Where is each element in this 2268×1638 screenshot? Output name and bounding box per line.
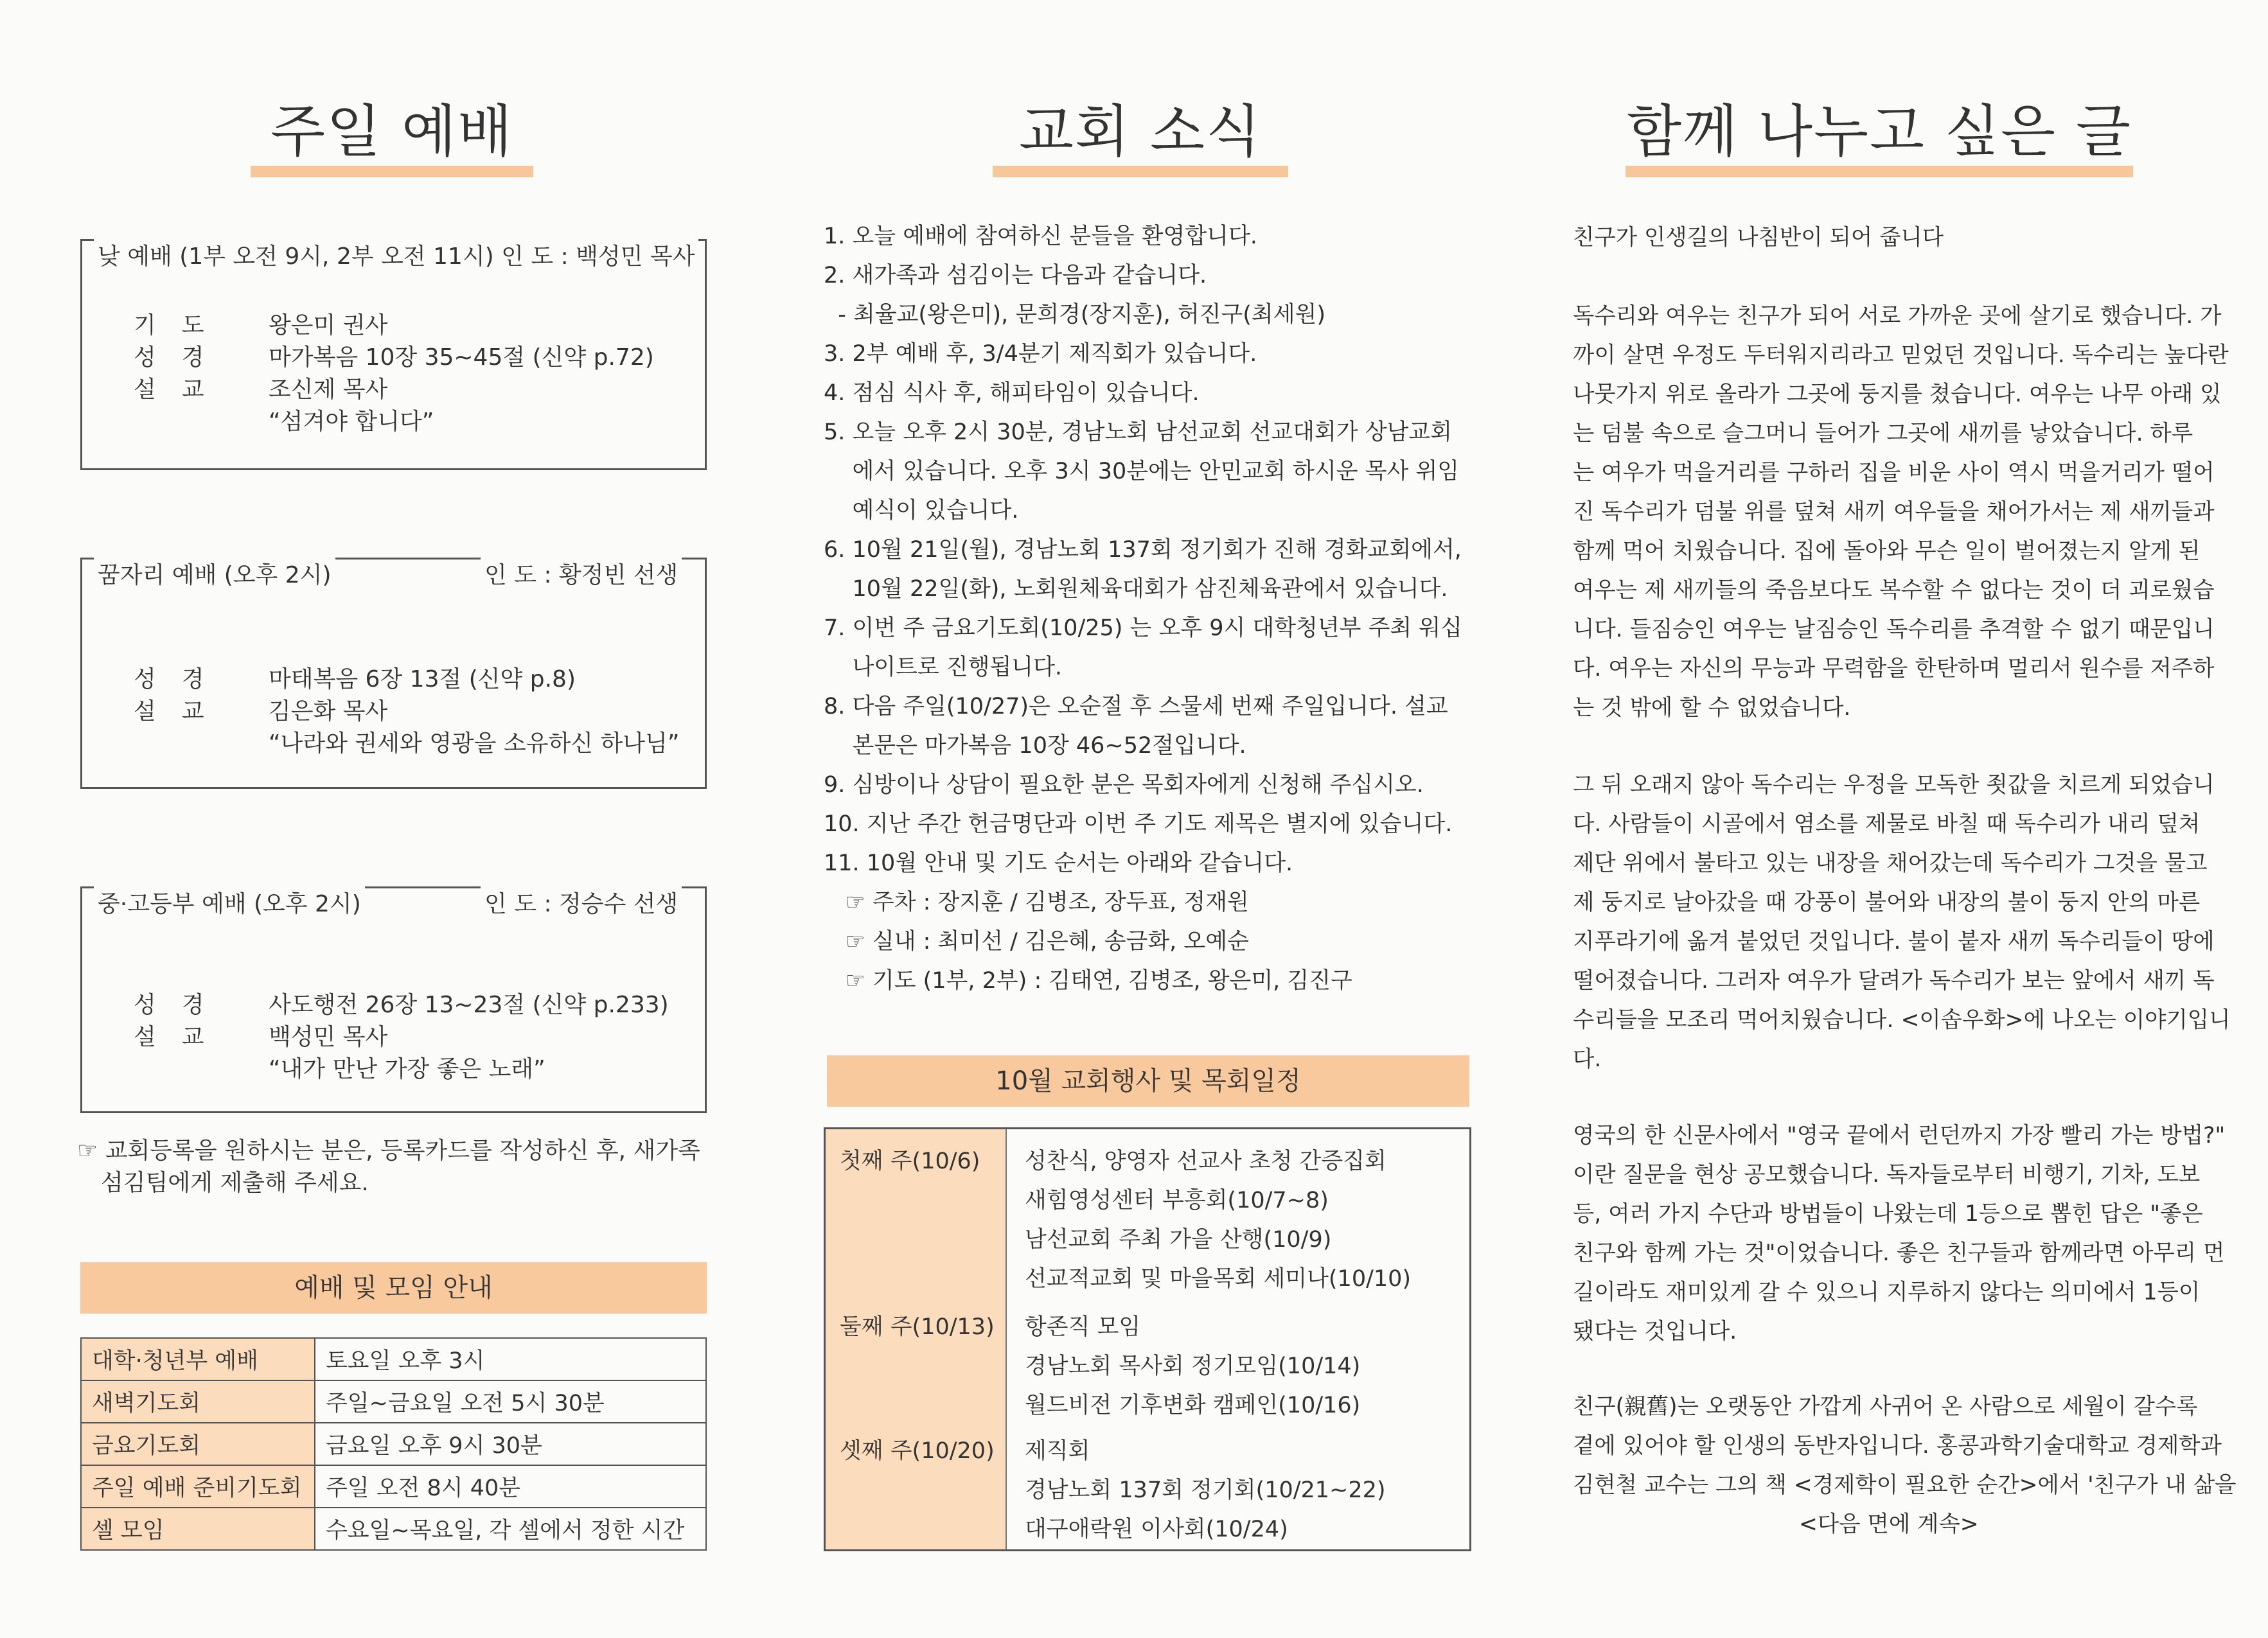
- heading-underline: [993, 166, 1288, 177]
- text-line: 독수리와 여우는 친구가 되어 서로 가까운 곳에 살기로 했습니다. 가: [1573, 303, 2222, 329]
- text-line: 는 것 밖에 할 수 없었습니다.: [1573, 695, 1851, 721]
- value-prayer: 왕은미 권사: [269, 312, 388, 339]
- guide-value: 금요일 오후 9시 30분: [315, 1423, 706, 1465]
- text-line: 니다. 들짐승인 여우는 날짐승인 독수리를 추격할 수 없기 때문입니: [1573, 617, 2215, 642]
- list-item: 2. 새가족과 섬김이는 다음과 같습니다.: [824, 263, 1207, 288]
- table-row: [81, 1423, 706, 1465]
- text-line: 친구와 함께 가는 것"이었습니다. 좋은 친구들과 함께라면 아무리 먼: [1573, 1240, 2225, 1266]
- column-sunday-worship: [77, 0, 707, 1638]
- column-sharing-text: [1568, 0, 2237, 1638]
- list-item: 1. 오늘 예배에 참여하신 분들을 환영합니다.: [824, 224, 1257, 249]
- list-item: 3. 2부 예배 후, 3/4분기 제직회가 있습니다.: [824, 341, 1257, 367]
- table-row: [81, 1465, 706, 1508]
- text-line: 다. 여우는 자신의 무능과 무력함을 한탄하며 멀리서 원수를 저주하: [1573, 656, 2215, 682]
- text-line: 다. 사람들이 시골에서 염소를 제물로 바칠 때 독수리가 내리 덮쳐: [1573, 811, 2201, 837]
- worship-youth-title: 중·고등부 예배 (오후 2시): [94, 886, 365, 919]
- worship-kids-box: [80, 558, 707, 789]
- text-line: 됐다는 것입니다.: [1573, 1319, 1737, 1344]
- text-line: 다.: [1573, 1046, 1602, 1072]
- heading-text: 주일 예배: [270, 98, 513, 164]
- list-item: 본문은 마가복음 10장 46~52절입니다.: [824, 733, 1246, 759]
- list-item: 5. 오늘 오후 2시 30분, 경남노회 남선교회 선교대회가 상남교회: [824, 419, 1452, 445]
- text-line: 친구(親舊)는 오랫동안 가깝게 사귀어 온 사람으로 세월이 갈수록: [1573, 1394, 2198, 1420]
- list-item: 7. 이번 주 금요기도회(10/25) 는 오후 9시 대학청년부 주최 워십: [824, 615, 1462, 641]
- guide-key: 대학·청년부 예배: [81, 1338, 315, 1380]
- text-line: 곁에 있어야 할 인생의 동반자입니다. 홍콩과학기술대학교 경제학과: [1573, 1433, 2222, 1459]
- text-line: 지푸라기에 옮겨 붙었던 것입니다. 불이 붙자 새끼 독수리들이 땅에: [1573, 929, 2215, 955]
- guide-key: 주일 예배 준비기도회: [81, 1465, 315, 1508]
- label-sermon: 설교: [134, 698, 230, 725]
- text-line: 떨어졌습니다. 그러자 여우가 달려가 독수리가 보는 앞에서 새끼 독: [1573, 968, 2215, 994]
- event-item: 선교적교회 및 마을목회 세미나(10/10): [1025, 1266, 1412, 1292]
- text-line: 제 둥지로 날아갔을 때 강풍이 불어와 내장의 불이 둥지 안의 마른: [1573, 890, 2201, 915]
- sermon-title: “나라와 권세와 영광을 소유하신 하나님”: [269, 730, 680, 757]
- text-line: 그 뒤 오래지 않아 독수리는 우정을 모독한 죗값을 치르게 되었습니: [1573, 772, 2215, 798]
- text-line: 함께 먹어 치웠습니다. 집에 돌아와 무슨 일이 벌어졌는지 알게 된: [1573, 538, 2201, 564]
- event-item: 경남노회 137회 정기회(10/21~22): [1025, 1477, 1386, 1503]
- value-scripture: 마태복음 6장 13절 (신약 p.8): [269, 666, 576, 692]
- value-scripture: 사도행전 26장 13~23절 (신약 p.233): [269, 992, 669, 1018]
- table-row: [81, 1338, 706, 1380]
- text-line: 까이 살면 우정도 두터워지리라고 믿었던 것입니다. 독수리는 높다란: [1573, 342, 2229, 368]
- worship-day-box: [80, 239, 707, 470]
- text-line: 는 여우가 먹을거리를 구하러 집을 비운 사이 역시 먹을거리가 떨어: [1573, 460, 2215, 486]
- label-sermon: 설교: [134, 376, 230, 403]
- table-row: [81, 1380, 706, 1423]
- label-sermon: 설교: [134, 1024, 230, 1050]
- heading-underline: [251, 166, 533, 177]
- paragraph-1: [1573, 297, 2229, 728]
- event-item: 항존직 모임: [1025, 1314, 1141, 1340]
- guide-value: 수요일~목요일, 각 셀에서 정한 시간: [315, 1508, 706, 1550]
- week-label: 둘째 주(10/13): [840, 1314, 995, 1340]
- sermon-title: “내가 만난 가장 좋은 노래”: [269, 1056, 545, 1082]
- list-item: 10. 지난 주간 헌금명단과 이번 주 기도 제목은 별지에 있습니다.: [824, 811, 1453, 837]
- list-item: 8. 다음 주일(10/27)은 오순절 후 스물세 번째 주일입니다. 설교: [824, 694, 1448, 719]
- paragraph-4: [1573, 1387, 2237, 1505]
- worship-youth-leader: 인 도 : 정승수 선생: [481, 886, 682, 919]
- guide-value: 주일~금요일 오전 5시 30분: [315, 1380, 706, 1423]
- text-line: 등, 여러 가지 수단과 방법들이 나왔는데 1등으로 뽑힌 답은 "좋은: [1573, 1201, 2203, 1227]
- event-item: 대구애락원 이사회(10/24): [1025, 1517, 1288, 1542]
- list-item: 11. 10월 안내 및 기도 순서는 아래와 같습니다.: [824, 850, 1293, 876]
- section-heading-sharing: [1626, 96, 2133, 177]
- event-item: 성찬식, 양영자 선교사 초청 간증집회: [1025, 1149, 1386, 1174]
- list-item: ☞ 기도 (1부, 2부) : 김태연, 김병조, 왕은미, 김진구: [824, 968, 1352, 994]
- heading-text: 교회 소식: [1018, 98, 1262, 164]
- text-line: 길이라도 재미있게 갈 수 있으니 지루하지 않다는 의미에서 1등이: [1573, 1280, 2201, 1305]
- text-line: 제단 위에서 불타고 있는 내장을 채어갔는데 독수리가 그것을 물고: [1573, 850, 2208, 876]
- worship-kids-title: 꿈자리 예배 (오후 2시): [94, 557, 335, 590]
- guide-key: 금요기도회: [81, 1423, 315, 1465]
- event-item: 새힘영성센터 부흥회(10/7~8): [1025, 1188, 1329, 1213]
- list-item: 6. 10월 21일(월), 경남노회 137회 정기회가 진해 경화교회에서,: [824, 537, 1462, 563]
- guide-value: 토요일 오후 3시: [315, 1338, 706, 1380]
- text-line: 김현철 교수는 그의 책 <경제학이 필요한 순간>에서 '친구가 내 삶을: [1573, 1472, 2237, 1498]
- text-line: 수리들을 모조리 먹어치웠습니다. <이솝우화>에 나오는 이야기입니: [1573, 1007, 2231, 1033]
- registration-note-line1: ☞ 교회등록을 원하시는 분은, 등록카드를 작성하신 후, 새가족: [77, 1138, 700, 1164]
- column-church-news: [816, 0, 1471, 1638]
- continued-note: <다음 면에 계속>: [1799, 1511, 1979, 1537]
- text-line: 나뭇가지 위로 올라가 그곳에 둥지를 쳤습니다. 여우는 나무 아래 있: [1573, 382, 2222, 407]
- guide-key: 새벽기도회: [81, 1380, 315, 1423]
- guide-table: [80, 1337, 707, 1551]
- guide-banner: 예배 및 모임 안내: [80, 1262, 707, 1314]
- value-sermon: 백성민 목사: [269, 1024, 388, 1050]
- text-line: 는 덤불 속으로 슬그머니 들어가 그곳에 새끼를 낳았습니다. 하루: [1573, 421, 2193, 446]
- text-line: 진 독수리가 덤불 위를 덮쳐 새끼 여우들을 채어가서는 제 새끼들과: [1573, 499, 2215, 525]
- value-sermon: 조신제 목사: [269, 376, 388, 403]
- value-scripture: 마가복음 10장 35~45절 (신약 p.72): [269, 344, 654, 371]
- list-item: 예식이 있습니다.: [824, 498, 1019, 524]
- list-item: 10월 22일(화), 노회원체육대회가 삼진체육관에서 있습니다.: [824, 576, 1448, 602]
- worship-kids-leader: 인 도 : 황정빈 선생: [481, 557, 682, 590]
- list-item: ☞ 실내 : 최미선 / 김은혜, 송금화, 오예순: [824, 929, 1249, 955]
- worship-day-title: 낮 예배 (1부 오전 9시, 2부 오전 11시) 인 도 : 백성민 목사: [94, 238, 698, 271]
- guide-value: 주일 오전 8시 40분: [315, 1465, 706, 1508]
- sermon-title: “섬겨야 합니다”: [269, 409, 434, 435]
- list-item: 9. 심방이나 상담이 필요한 분은 목회자에게 신청해 주십시오.: [824, 772, 1424, 798]
- paragraph-3: [1573, 1116, 2226, 1352]
- events-banner: 10월 교회행사 및 목회일정: [827, 1055, 1469, 1107]
- text-line: 영국의 한 신문사에서 "영국 끝에서 런던까지 가장 빨리 가는 방법?": [1573, 1123, 2226, 1149]
- paragraph-2: [1573, 766, 2231, 1079]
- list-item: - 최율교(왕은미), 문희경(장지훈), 허진구(최세원): [824, 302, 1326, 328]
- label-scripture: 성경: [134, 992, 230, 1018]
- event-item: 월드비전 기후변화 캠페인(10/16): [1025, 1393, 1361, 1418]
- events-table: [824, 1127, 1471, 1551]
- week-label: 셋째 주(10/20): [840, 1438, 995, 1464]
- event-item: 경남노회 목사회 정기모임(10/14): [1025, 1353, 1361, 1379]
- list-item: 에서 있습니다. 오후 3시 30분에는 안민교회 하시운 목사 위임: [824, 459, 1460, 484]
- label-prayer: 기도: [134, 312, 230, 339]
- list-item: ☞ 주차 : 장지훈 / 김병조, 장두표, 정재원: [824, 890, 1249, 915]
- event-item: 남선교회 주최 가을 산행(10/9): [1025, 1227, 1332, 1253]
- event-item: 제직회: [1025, 1438, 1090, 1464]
- section-heading-sunday-worship: [251, 96, 533, 177]
- text-line: 이란 질문을 현상 공모했습니다. 독자들로부터 비행기, 기차, 도보: [1573, 1162, 2201, 1188]
- article-subtitle: 친구가 인생길의 나침반이 되어 줍니다: [1573, 225, 1944, 251]
- value-sermon: 김은화 목사: [269, 698, 388, 725]
- list-item: 4. 점심 식사 후, 해피타임이 있습니다.: [824, 380, 1200, 406]
- label-scripture: 성경: [134, 344, 230, 371]
- section-heading-church-news: [993, 96, 1288, 177]
- table-row: [81, 1508, 706, 1550]
- label-scripture: 성경: [134, 666, 230, 692]
- text-line: 여우는 제 새끼들의 죽음보다도 복수할 수 없다는 것이 더 괴로웠습: [1573, 577, 2215, 603]
- list-item: 나이트로 진행됩니다.: [824, 655, 1063, 680]
- worship-youth-box: [80, 886, 707, 1113]
- registration-note-line2: 섬김팀에게 제출해 주세요.: [101, 1170, 369, 1196]
- news-list: [824, 217, 1466, 1001]
- guide-key: 셀 모임: [81, 1508, 315, 1550]
- week-label: 첫째 주(10/6): [840, 1149, 980, 1174]
- heading-underline: [1626, 166, 2133, 177]
- heading-text: 함께 나누고 싶은 글: [1627, 98, 2132, 164]
